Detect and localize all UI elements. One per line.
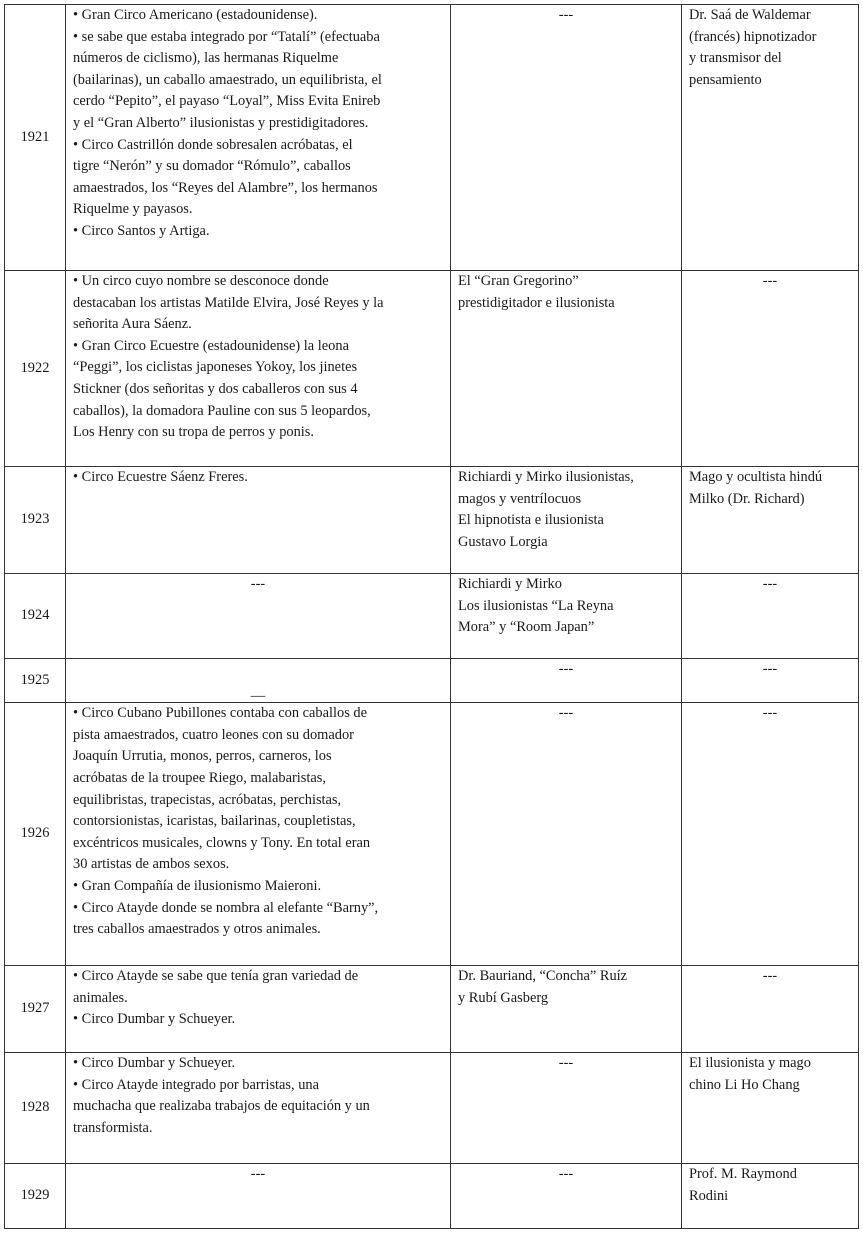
cell-line: 30 artistas de ambos sexos. — [73, 856, 230, 873]
magicians-cell — [682, 1053, 859, 1164]
cell-line: • Un circo cuyo nombre se desconoce donde — [73, 273, 329, 289]
table-row — [5, 574, 859, 659]
magicians-cell — [682, 5, 859, 271]
year-cell: 1929 — [5, 1164, 66, 1229]
cell-line: El “Gran Gregorino” — [458, 273, 579, 289]
cell-line: • Circo Dumbar y Schueyer. — [73, 1055, 236, 1072]
cell-line: Dr. Saá de Waldemar — [689, 7, 811, 23]
illusionists-cell — [451, 966, 682, 1053]
cell-line: señorita Aura Sáenz. — [73, 316, 192, 333]
cell-line: transformista. — [73, 1119, 153, 1136]
table-row — [5, 467, 859, 574]
cell-line — [73, 659, 443, 681]
cell-line: Joaquín Urrutia, monos, perros, carneros, los — [73, 748, 332, 765]
illusionists-cell — [451, 271, 682, 467]
cell-line: El ilusionista y mago — [689, 1055, 811, 1072]
cell-line: animales. — [73, 989, 128, 1006]
magicians-cell — [682, 574, 859, 659]
cell-line: --- — [250, 576, 266, 592]
magicians-cell — [682, 1164, 859, 1229]
cell-line: --- — [762, 968, 778, 985]
cell-line: Mago y ocultista hindú — [689, 469, 823, 485]
cell-line: prestidigitador e ilusionista — [458, 294, 615, 311]
table-row — [5, 659, 859, 703]
cell-line: Milko (Dr. Richard) — [689, 490, 805, 507]
illusionists-cell — [451, 659, 682, 703]
cell-line: --- — [762, 576, 778, 592]
cell-line: excéntricos musicales, clowns y Tony. En total eran — [73, 834, 371, 851]
illusionists-cell — [451, 574, 682, 659]
illusionists-cell — [451, 5, 682, 271]
cell-line: • Circo Dumbar y Schueyer. — [73, 1011, 236, 1028]
cell-line: --- — [558, 7, 574, 23]
cell-line: pista amaestrados, cuatro leones con su domador — [73, 726, 354, 743]
cell-line: • Circo Atayde donde se nombra al elefante “Barny”, — [73, 899, 379, 916]
table-row — [5, 1053, 859, 1164]
table-row — [5, 1164, 859, 1229]
cell-line: amaestrados, los “Reyes del Alambre”, los hermanos — [73, 179, 378, 196]
year-cell: 1922 — [5, 271, 66, 467]
magicians-cell — [682, 659, 859, 703]
cell-line: y transmisor del — [689, 50, 782, 67]
cell-line: • Circo Castrillón donde sobresalen acróbatas, el — [73, 136, 353, 153]
illusionists-cell — [451, 1053, 682, 1164]
illusionists-cell — [451, 467, 682, 574]
cell-line: “Peggi”, los ciclistas japoneses Yokoy, los jinetes — [73, 359, 358, 376]
cell-line: • se sabe que estaba integrado por “Tatalí” (efectuaba — [73, 28, 380, 45]
circus-cell — [66, 966, 451, 1053]
cell-line: • Circo Ecuestre Sáenz Freres. — [73, 469, 248, 485]
circus-cell — [66, 659, 451, 703]
cell-line: y Rubí Gasberg — [458, 989, 549, 1006]
chronology-table — [4, 4, 859, 1229]
cell-line: --- — [762, 661, 778, 677]
cell-line: Richiardi y Mirko ilusionistas, — [458, 469, 634, 485]
year-cell: 1924 — [5, 574, 66, 659]
cell-line: • Circo Santos y Artiga. — [73, 222, 210, 239]
cell-line: tres caballos amaestrados y otros animales. — [73, 921, 321, 938]
cell-line: contorsionistas, icaristas, bailarinas, coupletistas, — [73, 813, 356, 830]
cell-line: destacaban los artistas Matilde Elvira, José Reyes y la — [73, 294, 384, 311]
cell-line: magos y ventrílocuos — [458, 490, 582, 507]
year-cell: 1928 — [5, 1053, 66, 1164]
circus-cell — [66, 467, 451, 574]
cell-line: cerdo “Pepito”, el payaso “Loyal”, Miss Evita Enireb — [73, 93, 381, 110]
year-cell: 1927 — [5, 966, 66, 1053]
year-cell: 1921 — [5, 5, 66, 271]
table-row — [5, 5, 859, 271]
magicians-cell — [682, 966, 859, 1053]
cell-line: equilibristas, trapecistas, acróbatas, perchistas, — [73, 791, 342, 808]
cell-line: números de ciclismo), las hermanas Riquelme — [73, 50, 339, 67]
cell-line: --- — [558, 705, 574, 722]
cell-line: • Gran Circo Ecuestre (estadounidense) la leona — [73, 337, 349, 354]
cell-line: • Gran Circo Americano (estadounidense). — [73, 7, 318, 23]
cell-line: y el “Gran Alberto” ilusionistas y prestidigitadores. — [73, 114, 369, 131]
year-cell: 1923 — [5, 467, 66, 574]
cell-line: --- — [250, 1166, 266, 1183]
circus-cell — [66, 271, 451, 467]
cell-line: muchacha que realizaba trabajos de equitación y un — [73, 1098, 370, 1115]
cell-line: pensamiento — [689, 71, 762, 88]
cell-line: Rodini — [689, 1187, 729, 1204]
cell-line: Richiardi y Mirko — [458, 576, 562, 592]
cell-line: El hipnotista e ilusionista — [458, 512, 604, 529]
year-cell: 1925 — [5, 659, 66, 703]
illusionists-cell — [451, 703, 682, 966]
magicians-cell — [682, 467, 859, 574]
cell-line: (francés) hipnotizador — [689, 28, 817, 45]
cell-line: --- — [558, 1055, 574, 1072]
illusionists-cell — [451, 1164, 682, 1229]
cell-line: (bailarinas), un caballo amaestrado, un equilibrista, el — [73, 71, 382, 88]
cell-line: --- — [558, 661, 574, 677]
cell-line: Dr. Bauriand, “Concha” Ruíz — [458, 968, 628, 985]
cell-line: Prof. M. Raymond — [689, 1166, 797, 1183]
cell-line: Mora” y “Room Japan” — [458, 619, 595, 636]
cell-line: Stickner (dos señoritas y dos caballeros con sus 4 — [73, 380, 358, 397]
cell-line: • Circo Atayde se sabe que tenía gran variedad de — [73, 968, 359, 985]
cell-line: caballos), la domadora Pauline con sus 5 leopardos, — [73, 402, 371, 419]
circus-cell — [66, 1164, 451, 1229]
table-row — [5, 703, 859, 966]
cell-line: chino Li Ho Chang — [689, 1076, 800, 1093]
magicians-cell — [682, 703, 859, 966]
circus-cell — [66, 5, 451, 271]
table-body — [5, 5, 859, 1229]
circus-cell — [66, 703, 451, 966]
cell-line: --- — [762, 273, 778, 289]
year-cell: 1926 — [5, 703, 66, 966]
cell-line: tigre “Nerón” y su domador “Rómulo”, caballos — [73, 158, 351, 175]
cell-line: Los ilusionistas “La Reyna — [458, 597, 614, 614]
cell-line: • Circo Cubano Pubillones contaba con caballos de — [73, 705, 367, 722]
cell-line: --- — [762, 705, 778, 722]
table-row — [5, 966, 859, 1053]
circus-cell — [66, 574, 451, 659]
cell-line: • Gran Compañía de ilusionismo Maieroni. — [73, 877, 322, 894]
cell-line: --- — [558, 1166, 574, 1183]
cell-line: acróbatas de la troupee Riego, malabaristas, — [73, 769, 326, 786]
table-row — [5, 271, 859, 467]
cell-line: Los Henry con su tropa de perros y ponis. — [73, 424, 314, 441]
cell-line: • Circo Atayde integrado por barristas, una — [73, 1076, 320, 1093]
cell-line: Riquelme y payasos. — [73, 201, 193, 218]
circus-cell — [66, 1053, 451, 1164]
cell-line: Gustavo Lorgia — [458, 533, 548, 550]
cell-line: __ — [250, 682, 266, 699]
magicians-cell — [682, 271, 859, 467]
